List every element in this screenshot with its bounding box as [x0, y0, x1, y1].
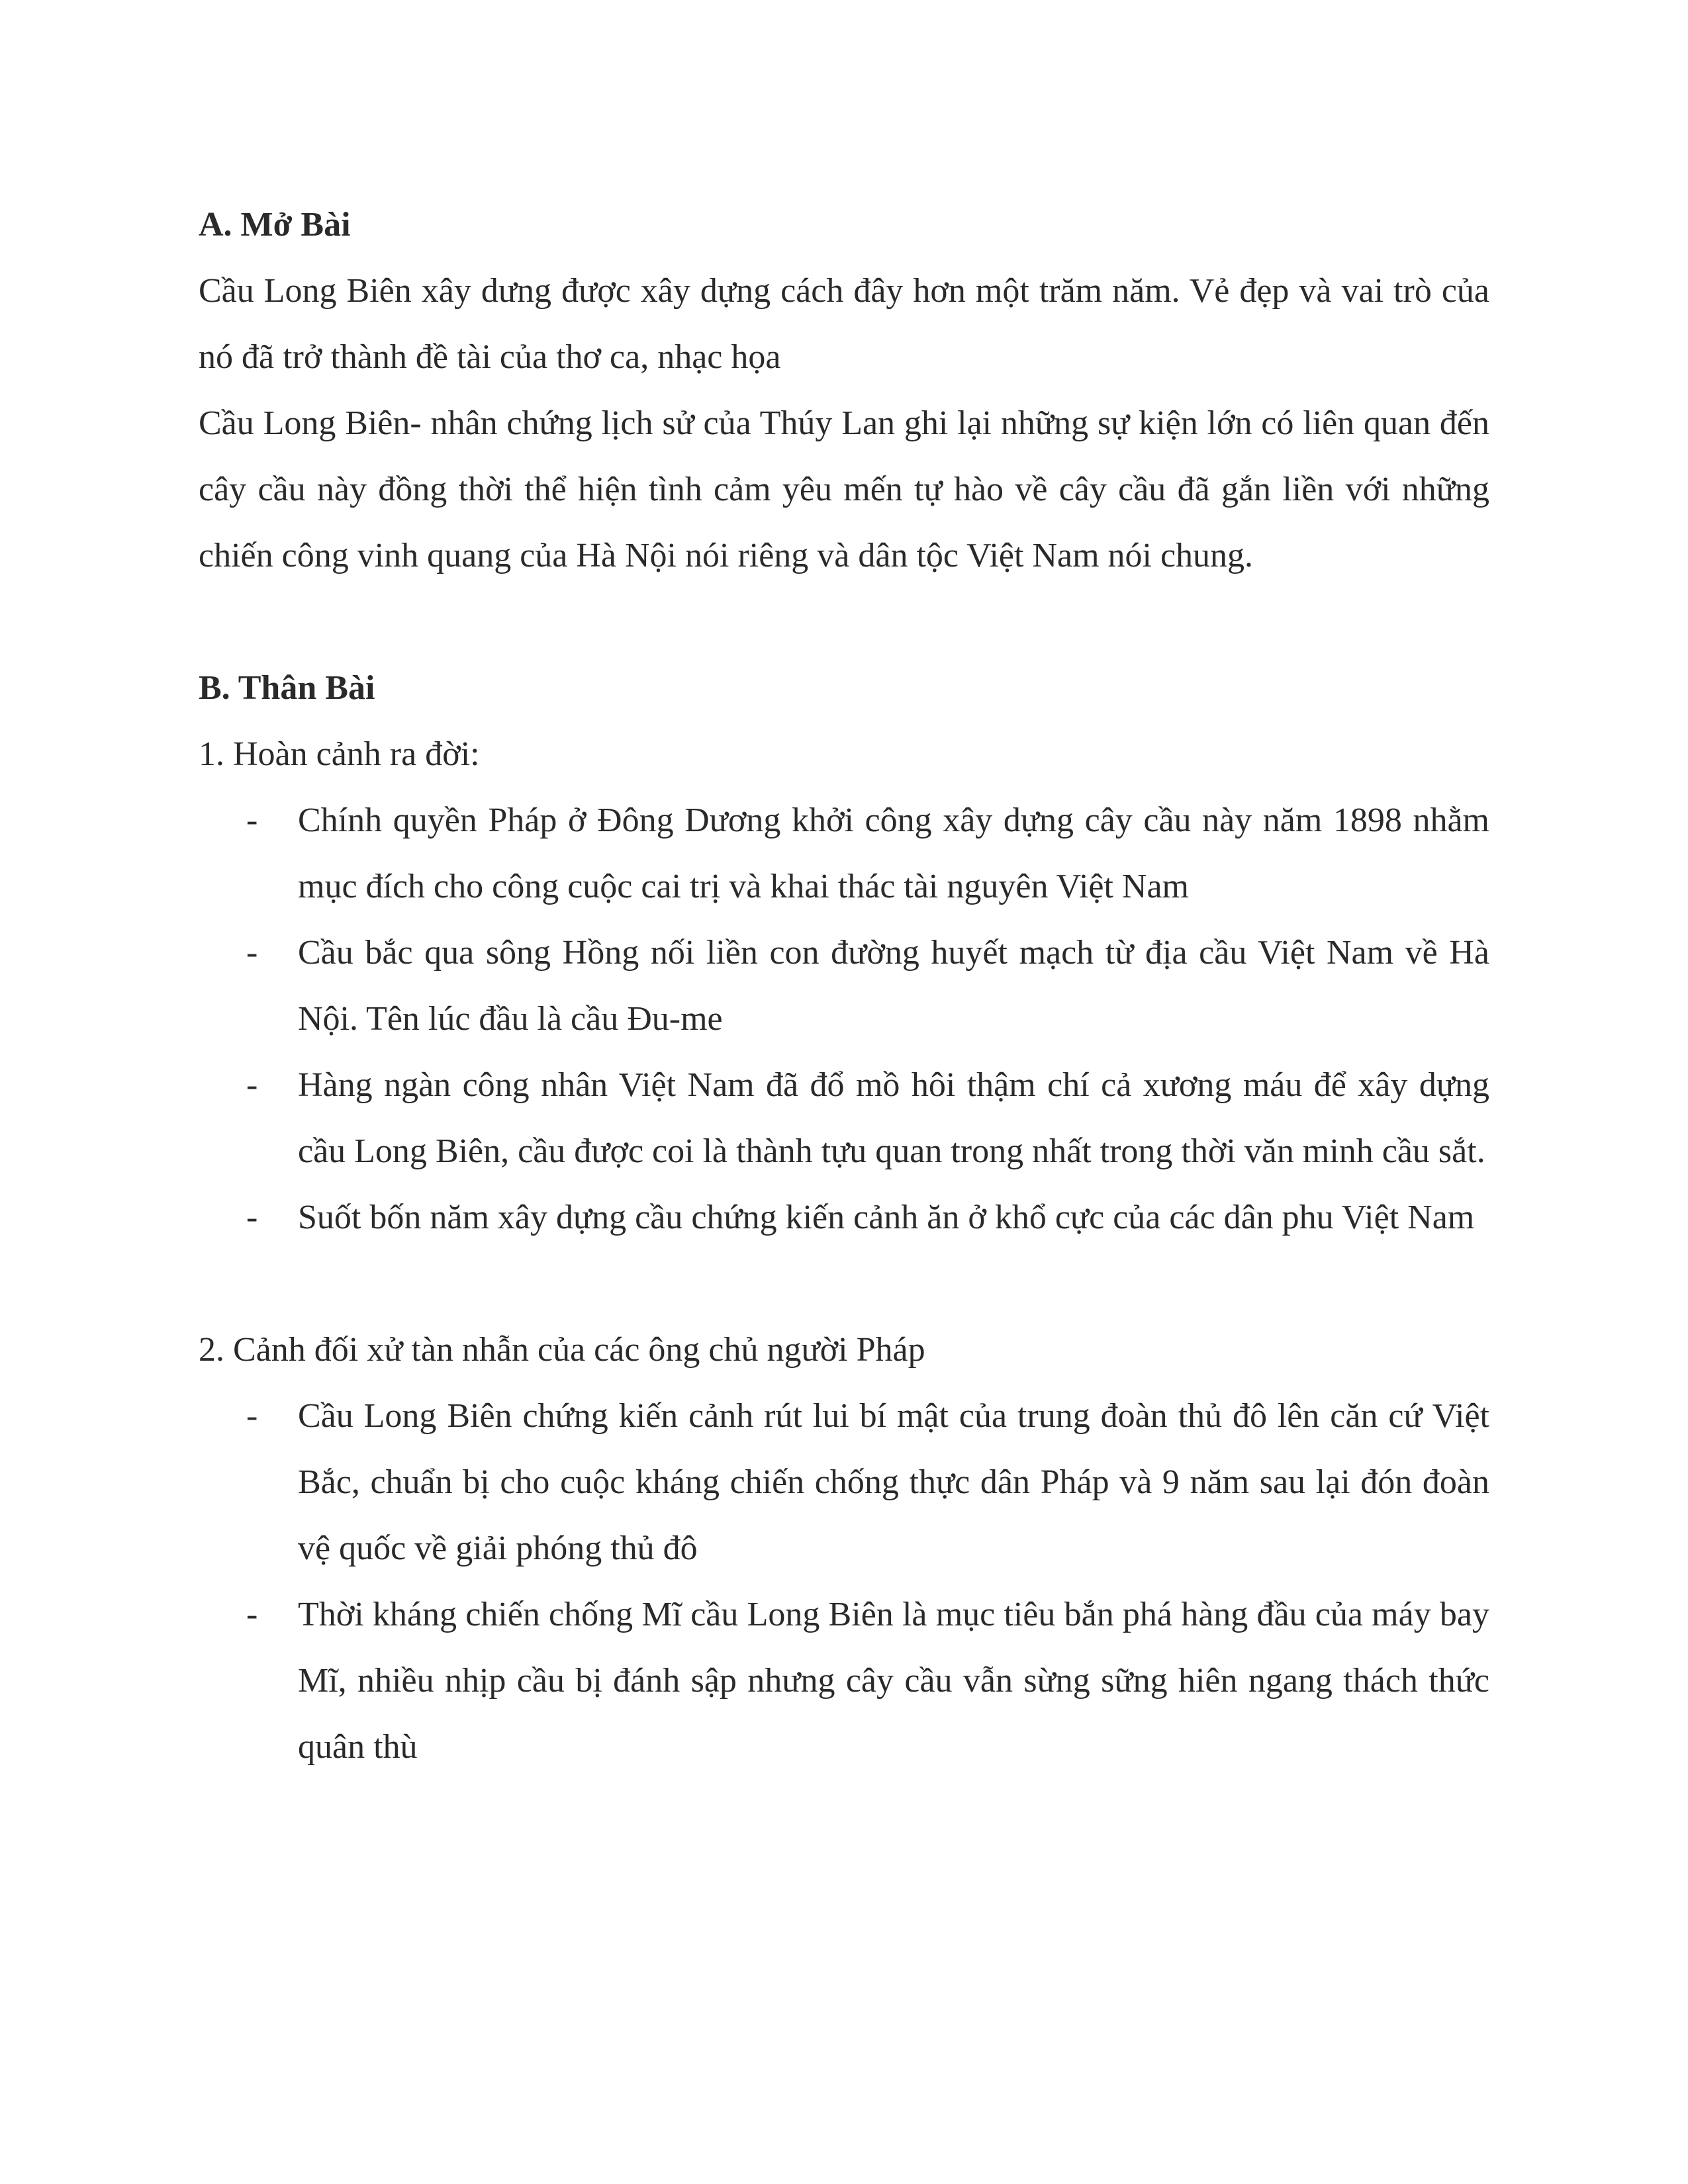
section-a-paragraph-2: Cầu Long Biên- nhân chứng lịch sử của Thúy Lan ghi lại những sự kiện lớn có liên quan đến cây cầu này đồng thời thể hiện tình cảm yêu mến tự hào về cây cầu đã gắn liền với những chiến công vinh quang của Hà Nội nói riêng và dân tộc Việt Nam nói chung. [199, 404, 1489, 574]
list-item [199, 788, 1489, 920]
bullet-dash: - [246, 1596, 258, 1633]
bullet-dash: - [246, 934, 258, 972]
section-gap [199, 589, 1489, 655]
section-a-paragraph-1: Cầu Long Biên xây dưng được xây dựng cách đây hơn một trăm năm. Vẻ đẹp và vai trò của nó đã trở thành đề tài của thơ ca, nhạc họa [199, 272, 1489, 376]
bullet-dash: - [246, 1397, 258, 1435]
subsection-2-title: 2. Cảnh đối xử tàn nhẫn của các ông chủ người Pháp [199, 1331, 925, 1369]
list-item-text: Thời kháng chiến chống Mĩ cầu Long Biên là mục tiêu bắn phá hàng đầu của máy bay Mĩ, nhiều nhịp cầu bị đánh sập nhưng cây cầu vẫn sừng sững hiên ngang thách thức quân thù [298, 1596, 1489, 1766]
subsection-1-list [199, 788, 1489, 1251]
bullet-dash: - [246, 801, 258, 839]
list-item-text: Cầu bắc qua sông Hồng nối liền con đường huyết mạch từ địa cầu Việt Nam về Hà Nội. Tên lúc đầu là cầu Đu-me [298, 934, 1489, 1038]
section-b-heading: B. Thân Bài [199, 669, 375, 707]
subsection-2-list [199, 1383, 1489, 1780]
bullet-dash: - [246, 1066, 258, 1104]
bullet-dash: - [246, 1199, 258, 1236]
document-page [199, 192, 1489, 1780]
list-item [199, 1582, 1489, 1780]
subsection-1-title: 1. Hoàn cảnh ra đời: [199, 735, 480, 773]
section-gap [199, 1251, 1489, 1317]
section-a-heading: A. Mở Bài [199, 206, 351, 244]
list-item-text: Cầu Long Biên chứng kiến cảnh rút lui bí mật của trung đoàn thủ đô lên căn cứ Việt Bắc, chuẩn bị cho cuộc kháng chiến chống thực dân Pháp và 9 năm sau lại đón đoàn vệ quốc về giải phóng thủ đô [298, 1397, 1489, 1567]
list-item [199, 1383, 1489, 1582]
list-item [199, 1052, 1489, 1185]
list-item-text: Suốt bốn năm xây dựng cầu chứng kiến cảnh ăn ở khổ cực của các dân phu Việt Nam [298, 1199, 1475, 1236]
list-item [199, 920, 1489, 1052]
list-item [199, 1185, 1489, 1251]
list-item-text: Chính quyền Pháp ở Đông Dương khởi công xây dựng cây cầu này năm 1898 nhằm mục đích cho công cuộc cai trị và khai thác tài nguyên Việt Nam [298, 801, 1489, 905]
list-item-text: Hàng ngàn công nhân Việt Nam đã đổ mồ hôi thậm chí cả xương máu để xây dựng cầu Long Biên, cầu được coi là thành tựu quan trong nhất trong thời văn minh cầu sắt. [298, 1066, 1489, 1170]
